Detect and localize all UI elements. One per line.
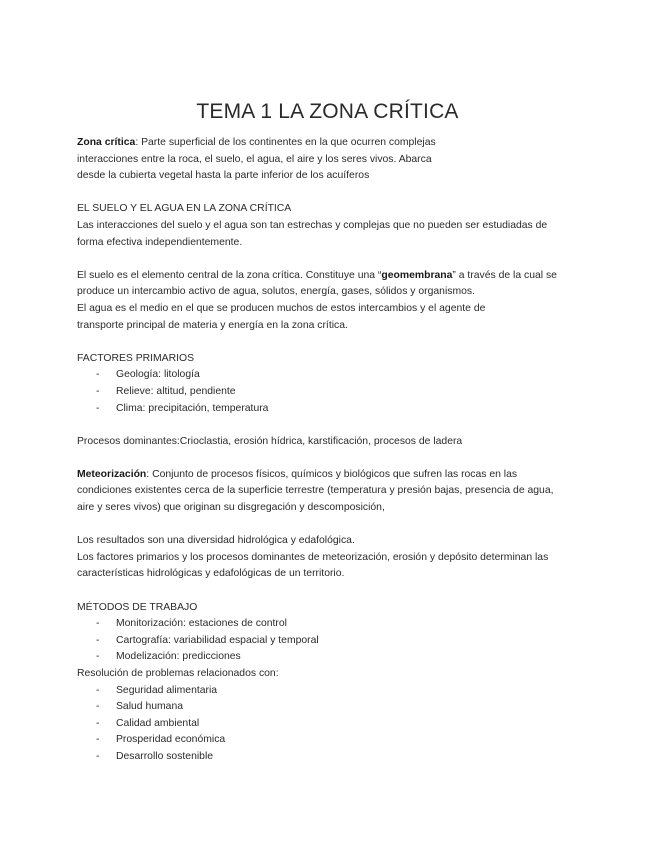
problems-list — [77, 683, 577, 766]
soil-water-paragraph-2-line-4: transporte principal de materia y energía en la zona crítica. — [77, 319, 348, 331]
dominant-processes: Procesos dominantes:Crioclastia, erosión hídrica, karstificación, procesos de ladera — [77, 435, 463, 447]
list-item-text: Monitorización: estaciones de control — [116, 618, 287, 630]
list-item — [77, 367, 577, 384]
weathering-line-1 — [77, 467, 577, 484]
geomembrana-term: geomembrana — [381, 269, 453, 281]
methods-list — [77, 616, 577, 666]
dash-bullet: - — [96, 385, 100, 397]
list-item — [77, 633, 577, 650]
soil-water-paragraph-2-line-3: El agua es el medio en el que se producen muchos de estos intercambios y el agente de — [77, 302, 486, 314]
section-heading-primary-factors: FACTORES PRIMARIOS — [77, 352, 195, 364]
text-span: El suelo es el elemento central de la zona crítica. Constituye una “ — [77, 269, 382, 281]
definition-text: : Parte superficial de los continentes en la que ocurren complejas — [135, 137, 436, 148]
section-heading-soil-water: EL SUELO Y EL AGUA EN LA ZONA CRÍTICA — [77, 203, 292, 215]
results-line-3: características hidrológicas y edafológicas de un territorio. — [77, 568, 345, 580]
dash-bullet: - — [96, 651, 100, 663]
list-item — [77, 732, 577, 749]
dash-bullet: - — [96, 750, 100, 762]
results-line-1: Los resultados son una diversidad hidrológica y edafológica. — [77, 535, 355, 547]
soil-water-paragraph-2-line-2: produce un intercambio activo de agua, solutos, energía, gases, sólidos y organismos. — [77, 286, 475, 298]
list-item — [77, 384, 577, 401]
list-item — [77, 616, 577, 633]
list-item — [77, 699, 577, 716]
dash-bullet: - — [96, 402, 100, 414]
list-item-text: Geología: litología — [116, 369, 200, 381]
soil-water-paragraph-2-line-1 — [77, 268, 577, 285]
list-item-text: Relieve: altitud, pendiente — [116, 385, 236, 397]
dash-bullet: - — [96, 618, 100, 630]
list-item — [77, 749, 577, 766]
dash-bullet: - — [96, 717, 100, 729]
results-line-2: Los factores primarios y los procesos dominantes de meteorización, erosión y depósito determinan las — [77, 551, 549, 563]
document-title: TEMA 1 LA ZONA CRÍTICA — [196, 100, 459, 123]
definition-line-2: interacciones entre la roca, el suelo, el agua, el aire y los seres vivos. Abarca — [77, 153, 432, 165]
soil-water-paragraph-1-line-1: Las interacciones del suelo y el agua son tan estrechas y complejas que no pueden ser estudiadas de — [77, 219, 548, 231]
dash-bullet: - — [96, 634, 100, 646]
weathering-term: Meteorización — [77, 468, 147, 480]
section-heading-methods: MÉTODOS DE TRABAJO — [77, 601, 198, 613]
dash-bullet: - — [96, 369, 100, 381]
document-body — [77, 135, 577, 766]
soil-water-paragraph-1-line-2: forma efectiva independientemente. — [77, 236, 243, 248]
definition-line-1 — [77, 135, 577, 152]
list-item — [77, 683, 577, 700]
list-item-text: Salud humana — [116, 701, 184, 713]
list-item — [77, 716, 577, 733]
resolution-heading: Resolución de problemas relacionados con: — [77, 668, 279, 679]
list-item-text: Modelización: predicciones — [116, 651, 241, 663]
list-item-text: Calidad ambiental — [116, 717, 200, 729]
weathering-line-2: condiciones existentes cerca de la superficie terrestre (temperatura y presión bajas, presencia de agua, — [77, 485, 554, 497]
primary-factors-list — [77, 367, 577, 417]
list-item-text: Cartografía: variabilidad espacial y temporal — [116, 634, 319, 646]
text-span: ” a través de la cual se — [452, 269, 557, 281]
list-item — [77, 401, 577, 418]
list-item-text: Seguridad alimentaria — [116, 684, 218, 696]
dash-bullet: - — [96, 701, 100, 713]
dash-bullet: - — [96, 684, 100, 696]
definition-line-3: desde la cubierta vegetal hasta la parte inferior de los acuíferos — [77, 170, 370, 182]
weathering-line-3: aire y seres vivos) que originan su disgregación y descomposición, — [77, 502, 385, 514]
weathering-text: : Conjunto de procesos físicos, químicos y biológicos que sufren las rocas en las — [146, 468, 518, 480]
definition-term: Zona crítica — [77, 137, 136, 148]
dash-bullet: - — [96, 734, 100, 746]
list-item-text: Prosperidad económica — [116, 734, 226, 746]
list-item-text: Clima: precipitación, temperatura — [116, 402, 269, 414]
list-item-text: Desarrollo sostenible — [116, 750, 214, 762]
list-item — [77, 649, 577, 666]
